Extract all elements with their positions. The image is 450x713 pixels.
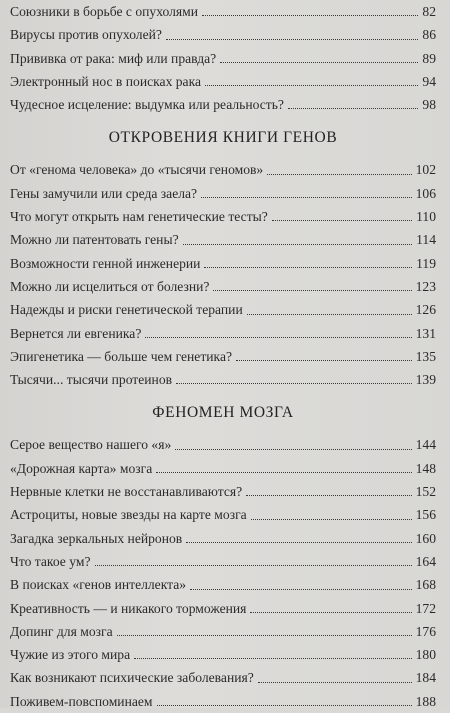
toc-entry[interactable]	[10, 690, 436, 713]
toc-entry[interactable]	[10, 158, 436, 181]
dot-leader	[250, 611, 411, 613]
dot-leader	[202, 14, 418, 16]
toc-entry-title: Можно ли патентовать гены?	[10, 232, 179, 248]
toc-entry-page-number: 184	[415, 670, 436, 686]
dot-leader	[267, 173, 411, 175]
dot-leader	[145, 336, 411, 338]
toc-entry[interactable]	[10, 47, 436, 70]
dot-leader	[157, 704, 412, 706]
toc-section	[10, 395, 436, 713]
toc-entry-title: Чудесное исцеление: выдумка или реальность?	[10, 97, 284, 113]
dot-leader	[156, 471, 411, 473]
toc-entry-title: Допинг для мозга	[10, 623, 113, 639]
toc-entry[interactable]	[10, 93, 436, 116]
toc-entry[interactable]	[10, 368, 436, 391]
toc-entry-title: От «генома человека» до «тысячи геномов»	[10, 162, 264, 178]
toc-entry[interactable]	[10, 433, 436, 456]
toc-entry[interactable]	[10, 643, 436, 666]
toc-entry[interactable]	[10, 205, 436, 228]
dot-leader	[186, 541, 411, 543]
toc-entry-title: Эпигенетика — больше чем генетика?	[10, 348, 233, 364]
toc-entry-page-number: 139	[415, 372, 436, 388]
toc-entry-page-number: 110	[416, 209, 436, 225]
toc-entry-title: Что такое ум?	[10, 553, 91, 569]
toc-entry-title: Астроциты, новые звезды на карте мозга	[10, 507, 247, 523]
toc-entry-page-number: 114	[416, 232, 436, 248]
toc-entry-page-number: 89	[422, 50, 436, 66]
toc-entry-page-number: 82	[422, 4, 436, 19]
dot-leader	[288, 107, 418, 109]
toc-entry[interactable]	[10, 0, 436, 23]
dot-leader	[258, 681, 412, 683]
toc-entry-page-number: 86	[422, 27, 436, 43]
dot-leader	[95, 564, 412, 566]
toc-entry[interactable]	[10, 550, 436, 573]
dot-leader	[246, 494, 411, 496]
toc-entry-page-number: 98	[422, 97, 436, 113]
toc-entry[interactable]	[10, 23, 436, 46]
dot-leader	[204, 266, 412, 268]
toc-section	[10, 0, 436, 116]
toc-entry-title: В поисках «генов интеллекта»	[10, 577, 187, 593]
toc-entry-page-number: 126	[415, 302, 436, 318]
toc-entry[interactable]	[10, 480, 436, 503]
dot-leader	[190, 588, 412, 590]
dot-leader	[117, 634, 412, 636]
toc-entry-title: Электронный нос в поисках рака	[10, 73, 202, 89]
toc-entry-title: Союзники в борьбе с опухолями	[10, 4, 199, 19]
dot-leader	[166, 38, 418, 40]
toc-entry-page-number: 168	[415, 577, 436, 593]
dot-leader	[183, 243, 412, 245]
dot-leader	[205, 84, 418, 86]
toc-section	[10, 120, 436, 391]
dot-leader	[134, 657, 411, 659]
toc-entry[interactable]	[10, 527, 436, 550]
toc-entry-title: Можно ли исцелиться от болезни?	[10, 278, 210, 294]
toc-entry-page-number: 160	[415, 530, 436, 546]
toc-entry[interactable]	[10, 228, 436, 251]
dot-leader	[175, 448, 411, 450]
toc-entry-page-number: 180	[415, 647, 436, 663]
toc-entry[interactable]	[10, 620, 436, 643]
dot-leader	[251, 518, 412, 520]
toc-entry-title: Нервные клетки не восстанавливаются?	[10, 484, 243, 500]
dot-leader	[176, 382, 412, 384]
toc-entry-title: «Дорожная карта» мозга	[10, 460, 153, 476]
toc-entry-page-number: 144	[415, 437, 436, 453]
dot-leader	[247, 313, 412, 315]
toc-entry-page-number: 176	[415, 623, 436, 639]
toc-entry-page-number: 152	[415, 484, 436, 500]
toc-entry-title: Как возникают психические заболевания?	[10, 670, 254, 686]
toc-entry[interactable]	[10, 182, 436, 205]
toc-entry-page-number: 164	[415, 553, 436, 569]
toc-entry-title: Вернется ли евгеника?	[10, 325, 142, 341]
toc-entry-title: Креативность — и никакого торможения	[10, 600, 247, 616]
toc-entry-title: Загадка зеркальных нейронов	[10, 530, 183, 546]
toc-entry-title: Вирусы против опухолей?	[10, 27, 162, 43]
dot-leader	[236, 359, 412, 361]
dot-leader	[201, 196, 412, 198]
toc-entry-title: Гены замучили или среда заела?	[10, 185, 198, 201]
toc-entry[interactable]	[10, 666, 436, 689]
toc-entry-page-number: 188	[415, 693, 436, 709]
toc-entry-title: Поживем-повспоминаем	[10, 693, 153, 709]
toc-entry[interactable]	[10, 457, 436, 480]
toc-entry-title: Прививка от рака: миф или правда?	[10, 50, 217, 66]
toc-entry[interactable]	[10, 345, 436, 368]
toc-entry-title: Возможности генной инженерии	[10, 255, 201, 271]
toc-entry-title: Серое вещество нашего «я»	[10, 437, 172, 453]
toc-entry[interactable]	[10, 597, 436, 620]
toc-entry[interactable]	[10, 322, 436, 345]
toc-entry-title: Тысячи... тысячи протеинов	[10, 372, 173, 388]
dot-leader	[272, 219, 412, 221]
toc-entry-page-number: 135	[415, 348, 436, 364]
toc-entry-page-number: 106	[415, 185, 436, 201]
toc-entry-page-number: 123	[415, 278, 436, 294]
toc-entry[interactable]	[10, 298, 436, 321]
toc-entry-page-number: 131	[415, 325, 436, 341]
toc-entry[interactable]	[10, 275, 436, 298]
toc-entry-page-number: 94	[422, 73, 436, 89]
toc-entry-page-number: 119	[416, 255, 436, 271]
dot-leader	[220, 61, 418, 63]
toc-entry-page-number: 172	[415, 600, 436, 616]
toc-entry-title: Что могут открыть нам генетические тесты?	[10, 209, 268, 225]
toc-entry[interactable]	[10, 252, 436, 275]
toc-entry[interactable]	[10, 503, 436, 526]
dot-leader	[213, 289, 411, 291]
toc-entry[interactable]	[10, 573, 436, 596]
section-heading: ОТКРОВЕНИЯ КНИГИ ГЕНОВ	[108, 129, 338, 147]
toc-entry-title: Чужие из этого мира	[10, 647, 131, 663]
toc-entry-page-number: 148	[415, 460, 436, 476]
table-of-contents	[10, 0, 436, 713]
toc-entry-title: Надежды и риски генетической терапии	[10, 302, 243, 318]
toc-entry-page-number: 156	[415, 507, 436, 523]
toc-entry[interactable]	[10, 70, 436, 93]
section-heading: ФЕНОМЕН МОЗГА	[152, 404, 294, 422]
toc-entry-page-number: 102	[415, 162, 436, 178]
